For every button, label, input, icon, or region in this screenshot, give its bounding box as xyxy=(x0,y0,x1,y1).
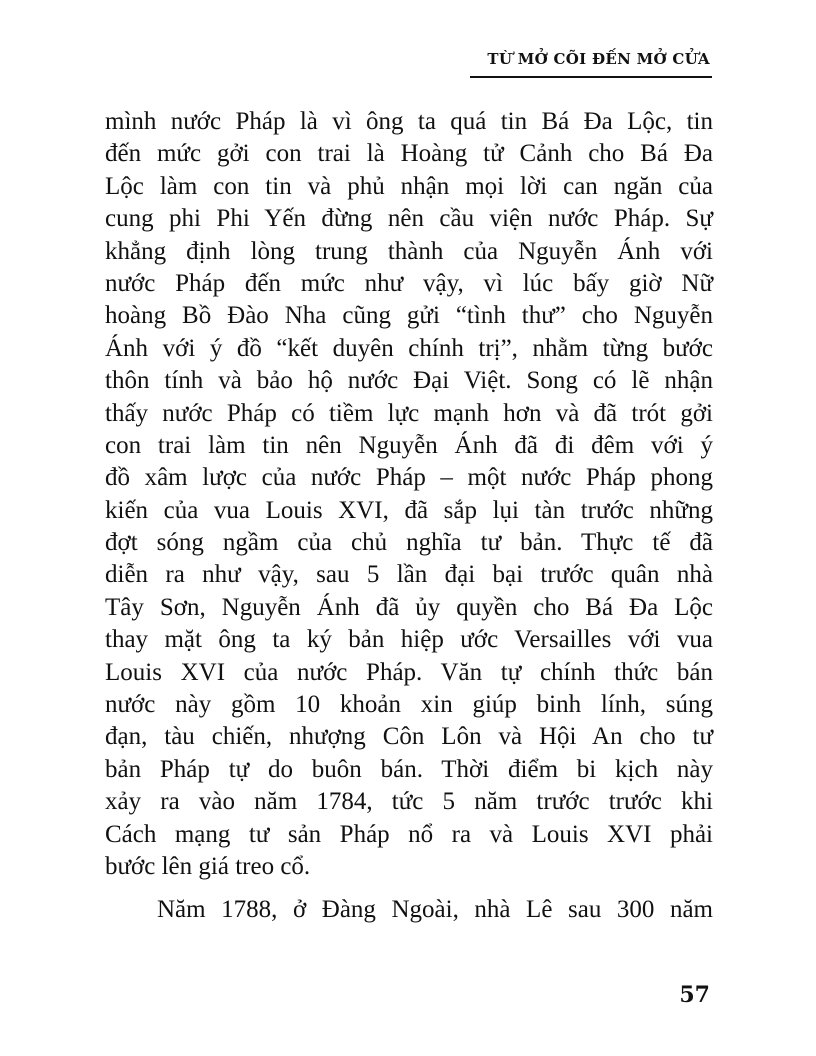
text-line: đợt sóng ngầm của chủ nghĩa tư bản. Thực tế đã xyxy=(105,529,713,557)
paragraph-gap xyxy=(105,883,713,894)
text-line: Cách mạng tư sản Pháp nổ ra và Louis XVI phải xyxy=(105,820,713,848)
text-line: diễn ra như vậy, sau 5 lần đại bại trước quân nhà xyxy=(105,561,713,589)
text-line: đồ xâm lược của nước Pháp – một nước Pháp phong xyxy=(105,464,713,492)
paragraph-2 xyxy=(105,894,713,926)
text-line: nước Pháp đến mức như vậy, vì lúc bấy giờ Nữ xyxy=(105,269,713,297)
text-line: khẳng định lòng trung thành của Nguyễn Ánh với xyxy=(105,237,713,265)
text-line: hoàng Bồ Đào Nha cũng gửi “tình thư” cho Nguyễn xyxy=(105,302,713,330)
text-line: Năm 1788, ở Đàng Ngoài, nhà Lê sau 300 năm xyxy=(157,896,713,924)
text-line: đến mức gởi con trai là Hoàng tử Cảnh cho Bá Đa xyxy=(105,140,713,168)
text-line: Louis XVI của nước Pháp. Văn tự chính thức bán xyxy=(105,658,713,686)
text-line: thôn tính và bảo hộ nước Đại Việt. Song có lẽ nhận xyxy=(105,367,713,395)
page-number: 57 xyxy=(679,982,710,1008)
paragraph-1 xyxy=(105,106,713,883)
text-line: kiến của vua Louis XVI, đã sắp lụi tàn trước những xyxy=(105,496,713,524)
text-line: bản Pháp tự do buôn bán. Thời điểm bi kịch này xyxy=(105,755,713,783)
running-header: TỪ MỞ CÕI ĐẾN MỞ CỬA xyxy=(487,50,710,68)
text-line: nước này gồm 10 khoản xin giúp binh lính, súng xyxy=(105,691,713,719)
text-line: đạn, tàu chiến, nhượng Côn Lôn và Hội An cho tư xyxy=(105,723,713,751)
body-text xyxy=(105,106,713,927)
text-line: Ánh với ý đồ “kết duyên chính trị”, nhằm từng bước xyxy=(105,334,713,362)
text-line: con trai làm tin nên Nguyễn Ánh đã đi đêm với ý xyxy=(105,431,713,459)
text-line: Lộc làm con tin và phủ nhận mọi lời can ngăn của xyxy=(105,172,713,200)
text-line: thay mặt ông ta ký bản hiệp ước Versailles với vua xyxy=(105,626,713,654)
header-rule xyxy=(470,76,712,78)
text-line: xảy ra vào năm 1784, tức 5 năm trước trước khi xyxy=(105,788,713,816)
text-line: thấy nước Pháp có tiềm lực mạnh hơn và đã trót gởi xyxy=(105,399,713,427)
text-line: bước lên giá treo cổ. xyxy=(105,852,311,880)
text-line: cung phi Phi Yến đừng nên cầu viện nước Pháp. Sự xyxy=(105,205,713,233)
text-line: mình nước Pháp là vì ông ta quá tin Bá Đa Lộc, tin xyxy=(105,108,713,135)
text-line: Tây Sơn, Nguyễn Ánh đã ủy quyền cho Bá Đa Lộc xyxy=(105,593,713,621)
